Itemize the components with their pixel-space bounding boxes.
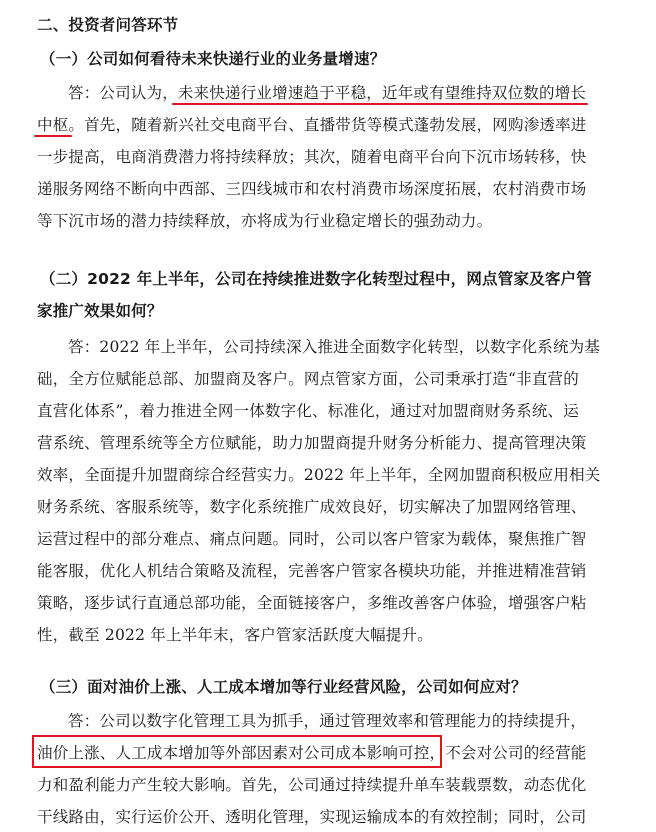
answer-3-line-4: 干线路由，实行运价公开、透明化管理，实现运输成本的有效控制；同时，公司 <box>37 808 587 826</box>
answer-1-line-4: 递服务网络不断向中西部、三四线城市和农村消费市场深度拓展，农村消费市场 <box>37 180 587 198</box>
highlight-box <box>32 735 442 768</box>
answer-3-line-2: 油价上涨、人工成本增加等外部因素对公司成本影响可控，不会对公司的经营能 <box>37 744 587 762</box>
question-2-line-1: （二）2022 年上半年，公司在持续推进数字化转型过程中，网点管家及客户管 <box>40 270 592 288</box>
answer-2-line-4: 营系统、管理系统等全方位赋能，助力加盟商提升财务分析能力、提高管理决策 <box>37 434 587 452</box>
answer-2-line-10: 性，截至 2022 年上半年末，客户管家活跃度大幅提升。 <box>37 626 433 644</box>
answer-1-line-5: 等下沉市场的潜力持续释放，亦将成为行业稳定增长的强劲动力。 <box>37 212 493 230</box>
answer-2-line-7: 运营过程中的部分难点、痛点问题。同时，公司以客户管家为载体，聚焦推广智 <box>37 530 587 548</box>
answer-3-line-1: 答：公司以数字化管理工具为抓手，通过管理效率和管理能力的持续提升， <box>68 712 587 730</box>
section-title: 二、投资者问答环节 <box>37 16 179 34</box>
answer-2-line-1: 答：2022 年上半年，公司持续深入推进全面数字化转型，以数字化系统为基 <box>68 338 601 356</box>
answer-2-line-8: 能客服，优化人机结合策略及流程，完善客户管家各模块功能，并推进精准营销 <box>37 562 587 580</box>
answer-2-line-6: 财务系统、客服系统等，数字化系统推广成效良好，切实解决了加盟网络管理、 <box>37 498 587 516</box>
answer-3-line-3: 力和盈利能力产生较大影响。首先，公司通过持续提升单车装载票数，动态优化 <box>37 776 587 794</box>
answer-2-line-2: 础，全方位赋能总部、加盟商及客户。网点管家方面，公司秉承打造“非直营的 <box>37 370 579 388</box>
answer-1-line-2: 中枢。首先，随着新兴社交电商平台、直播带货等模式蓬勃发展，网购渗透率进 <box>37 116 587 134</box>
question-1: （一）公司如何看待未来快递行业的业务量增速？ <box>40 50 386 68</box>
answer-1-line-1: 答：公司认为，未来快递行业增速趋于平稳，近年或有望维持双位数的增长 <box>68 84 587 102</box>
question-2-line-2: 家推广效果如何？ <box>37 302 163 320</box>
highlight-underline-1 <box>172 103 588 105</box>
answer-2-line-9: 策略，逐步试行直通总部功能，全面链接客户，多维改善客户体验，增强客户粘 <box>37 594 587 612</box>
answer-2-line-3: 直营化体系”，着力推进全网一体数字化、标准化，通过对加盟商财务系统、运 <box>37 402 579 420</box>
highlight-underline-2 <box>34 135 72 137</box>
answer-1-line-3: 一步提高，电商消费潜力将持续释放；其次，随着电商平台向下沉市场转移，快 <box>37 148 587 166</box>
question-3: （三）面对油价上涨、人工成本增加等行业经营风险，公司如何应对？ <box>40 678 527 696</box>
answer-2-line-5: 效率，全面提升加盟商综合经营实力。2022 年上半年，全网加盟商积极应用相关 <box>37 466 601 484</box>
